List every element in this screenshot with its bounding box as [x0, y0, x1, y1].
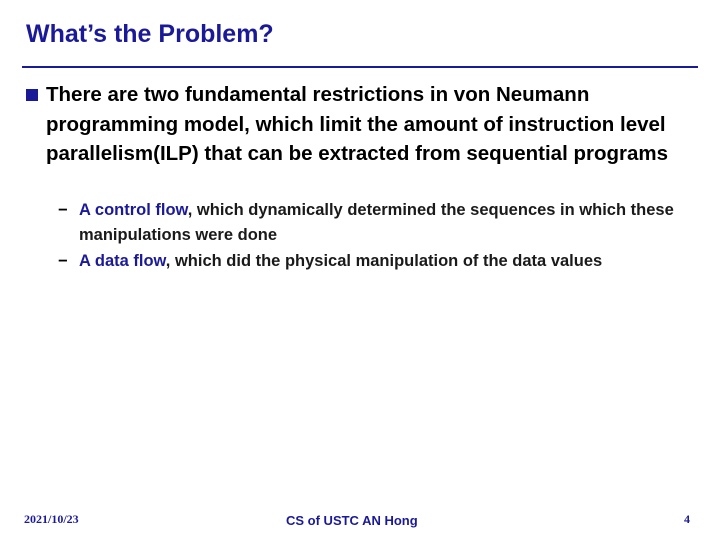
sub-bullet-rest: , which did the physical manipulation of the data values	[165, 252, 603, 270]
square-bullet-icon	[26, 89, 38, 101]
slide-title: What’s the Problem?	[26, 20, 274, 48]
footer-author: CS of USTC AN Hong	[286, 513, 418, 528]
main-bullet-text: There are two fundamental restrictions in von Neumann programming model, which limit the amount of instruction level parallelism(ILP) that can be extracted from sequential programs	[46, 83, 669, 165]
dash-bullet-icon: −	[58, 201, 68, 219]
sub-bullet-data-flow	[58, 249, 698, 274]
main-bullet	[24, 80, 694, 169]
page-number: 4	[684, 512, 690, 526]
dash-bullet-icon: −	[58, 252, 68, 270]
footer-date: 2021/10/23	[24, 512, 79, 526]
sub-bullet-control-flow	[58, 198, 698, 248]
highlight-term: A data flow	[79, 252, 166, 270]
sub-bullet-rest: , which dynamically determined the sequences in which these manipulations were done	[79, 201, 674, 244]
sub-bullet-text	[58, 198, 698, 248]
sub-bullet-text	[58, 249, 698, 274]
highlight-term: A control flow	[79, 201, 188, 219]
title-divider	[22, 66, 698, 68]
